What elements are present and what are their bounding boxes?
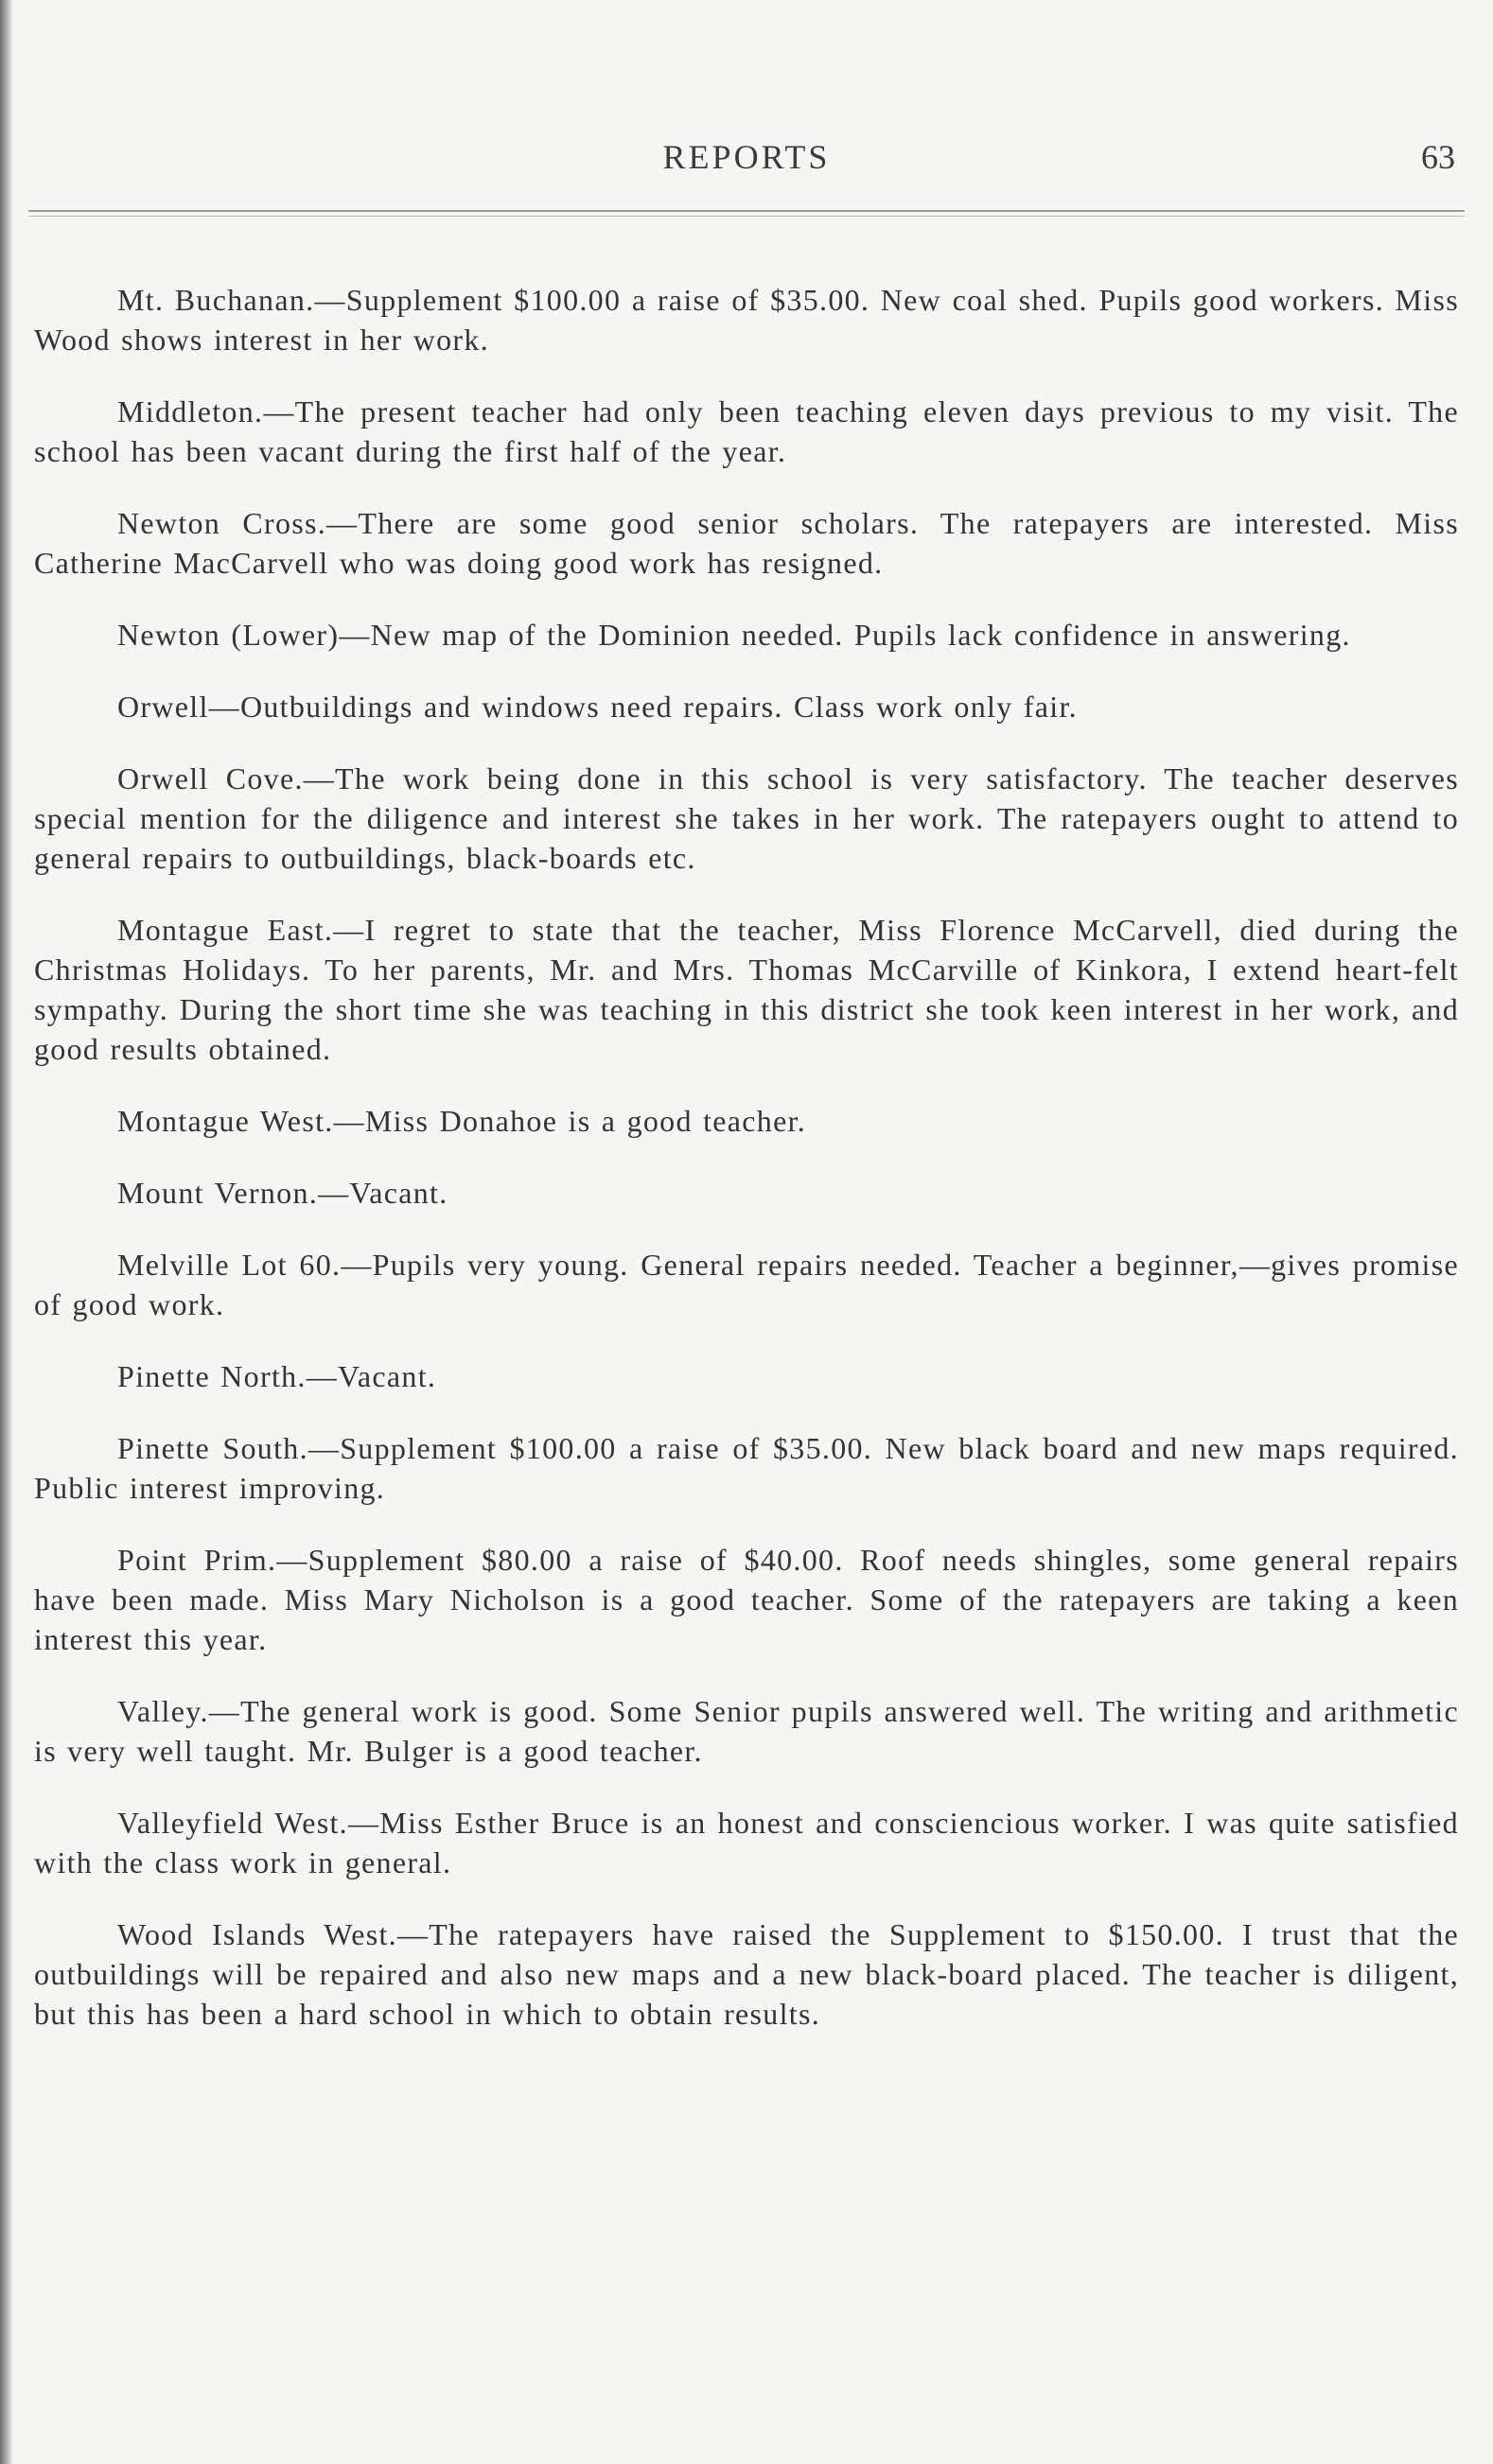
report-entry-wood-islands-west: Wood Islands West.—The ratepayers have raised the Supplement to $150.00. I trust that the outbuildings will be repaired and also new maps and a new black-board placed. The teacher is diligent, but this has been a hard school in which to obtain results.: [34, 1917, 1459, 2031]
report-entries: [34, 280, 1459, 2066]
report-entry-newton-cross: Newton Cross.—There are some good senior scholars. The ratepayers are interested. Miss Catherine MacCarvell who was doing good work has resigned.: [34, 506, 1459, 580]
report-entry-orwell: Orwell—Outbuildings and windows need repairs. Class work only fair.: [117, 690, 1078, 724]
report-entry-pinette-north: Pinette North.—Vacant.: [117, 1359, 437, 1393]
report-entry-valley: Valley.—The general work is good. Some Senior pupils answered well. The writing and arithmetic is very well taught. Mr. Bulger is a good teacher.: [34, 1694, 1459, 1768]
report-entry-pinette-south: Pinette South.—Supplement $100.00 a raise of $35.00. New black board and new maps required. Public interest improving.: [34, 1431, 1459, 1505]
running-head: REPORTS: [662, 138, 831, 176]
report-entry-melville-lot-60: Melville Lot 60.—Pupils very young. General repairs needed. Teacher a beginner,—gives promise of good work.: [34, 1248, 1459, 1321]
report-entry-montague-west: Montague West.—Miss Donahoe is a good teacher.: [117, 1104, 807, 1138]
page-header: [28, 137, 1465, 184]
report-entry-middleton: Middleton.—The present teacher had only been teaching eleven days previous to my visit. The school has been vacant during the first half of the year.: [34, 394, 1459, 468]
report-entry-montague-east: Montague East.—I regret to state that the teacher, Miss Florence McCarvell, died during the Christmas Holidays. To her parents, Mr. and Mrs. Thomas McCarville of Kinkora, I extend heart-felt sympathy. During the short time she was teaching in this district she took keen interest in her work, and good results obtained.: [34, 913, 1459, 1066]
report-entry-valleyfield-west: Valleyfield West.—Miss Esther Bruce is an honest and consciencious worker. I was quite satisfied with the class work in general.: [34, 1806, 1459, 1879]
report-entry-mt-buchanan: Mt. Buchanan.—Supplement $100.00 a raise of $35.00. New coal shed. Pupils good workers. Miss Wood shows interest in her work.: [34, 283, 1459, 357]
report-entry-point-prim: Point Prim.—Supplement $80.00 a raise of $40.00. Roof needs shingles, some general repairs have been made. Miss Mary Nicholson is a good teacher. Some of the ratepayers are taking a keen interest this year.: [34, 1543, 1459, 1656]
header-rule: [28, 210, 1465, 217]
report-entry-mount-vernon: Mount Vernon.—Vacant.: [117, 1176, 448, 1210]
report-entry-newton-lower: Newton (Lower)—New map of the Dominion needed. Pupils lack confidence in answering.: [117, 618, 1351, 652]
page-number: 63: [1421, 138, 1455, 176]
report-entry-orwell-cove: Orwell Cove.—The work being done in this school is very satisfactory. The teacher deserves special mention for the diligence and interest she takes in her work. The ratepayers ought to attend to general repairs to outbuildings, black-boards etc.: [34, 761, 1459, 875]
page-binding-edge: [0, 0, 13, 2464]
